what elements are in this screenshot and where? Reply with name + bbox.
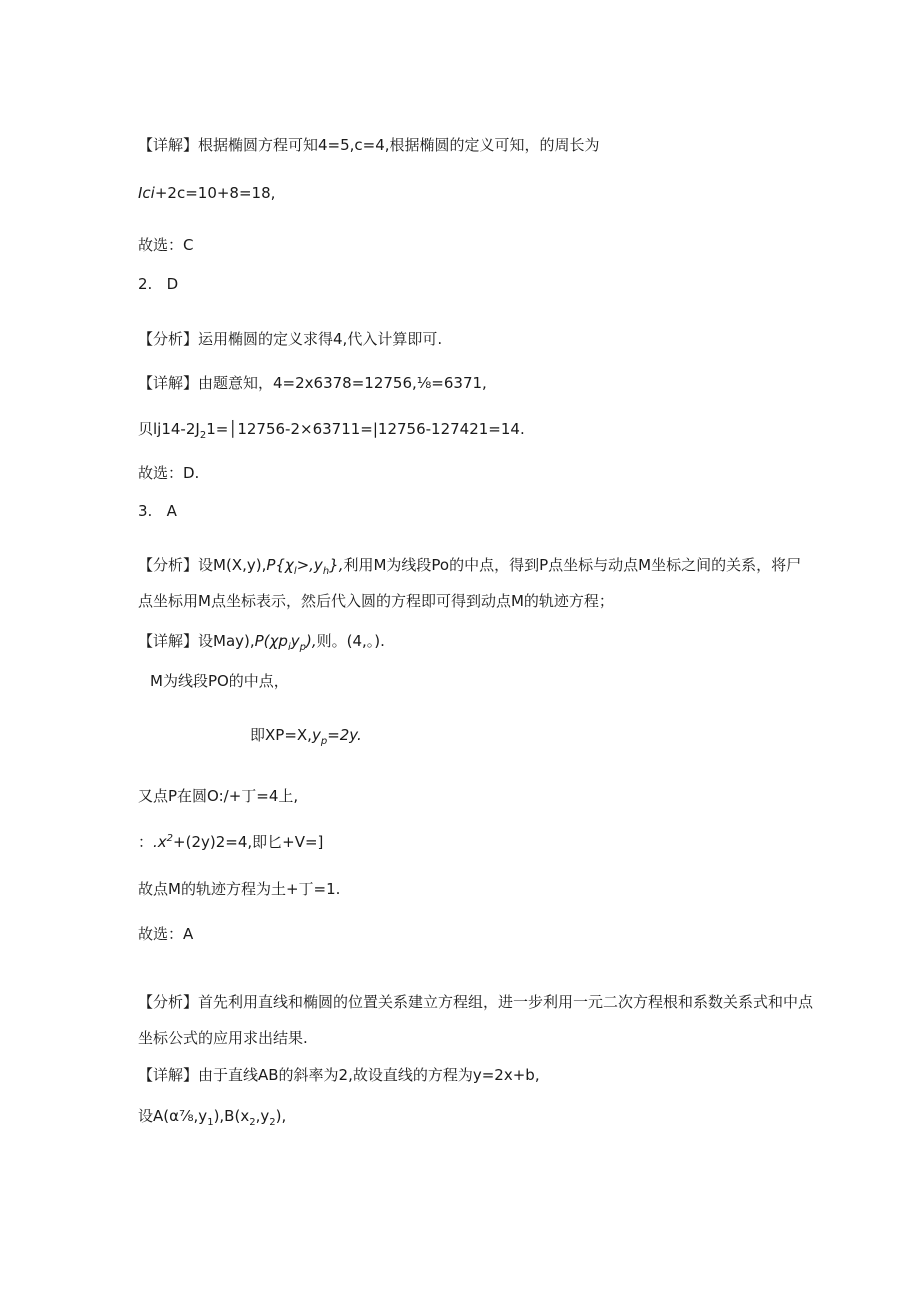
subscript: h	[322, 566, 330, 577]
question-number-2: 2. D	[138, 275, 179, 293]
text-line-8: 故选：D.	[138, 464, 200, 482]
subscript: 1	[207, 1117, 214, 1128]
text-fragment: 【分析】设M(X,y),	[138, 556, 267, 574]
text-line-10	[138, 555, 801, 575]
text-fragment: 则。(4,。).	[316, 632, 385, 650]
superscript: 2	[166, 833, 174, 844]
subscript: p	[299, 642, 306, 653]
text-line-12	[138, 631, 385, 651]
text-fragment: },	[329, 556, 344, 574]
subscript: l	[293, 566, 297, 577]
text-fragment: .x	[153, 833, 167, 851]
text-line-19: 【分析】首先利用直线和椭圆的位置关系建立方程组，进一步利用一元二次方程根和系数关系式和中点	[138, 993, 814, 1011]
text-fragment: >,y	[296, 556, 323, 574]
text-fragment: 1=│12756-2×63711=|12756-127421=14.	[206, 420, 525, 438]
text-fragment: ：	[138, 833, 154, 851]
text-fragment: 利用M为线段Po的中点，得到P点坐标与动点M坐标之间的关系，将尸	[343, 556, 802, 574]
text-fragment: P(χp	[254, 632, 288, 650]
text-fragment: y	[311, 726, 321, 744]
text-fragment: =2y.	[327, 726, 362, 744]
text-line-14	[250, 725, 362, 745]
text-line-1: 【详解】根据椭圆方程可知4=5,c=4,根据椭圆的定义可知，的周长为	[138, 136, 600, 154]
text-line-21: 【详解】由于直线AB的斜率为2,故设直线的方程为y=2x+b,	[138, 1066, 540, 1084]
subscript: 2	[249, 1117, 256, 1128]
text-line-2	[138, 183, 275, 203]
text-fragment: ,y	[255, 1107, 270, 1125]
subscript: 2	[199, 430, 207, 441]
text-line-5: 【分析】运用椭圆的定义求得4,代入计算即可.	[138, 330, 443, 348]
text-fragment: 【详解】设May),	[138, 632, 255, 650]
text-fragment: Ici	[138, 184, 155, 202]
text-fragment: 设A(α⅞,y	[138, 1107, 208, 1125]
text-line-7	[138, 419, 525, 439]
text-line-13: M为线段PO的中点，	[150, 672, 289, 690]
text-fragment: 贝lj14-2J	[138, 420, 200, 438]
text-line-18: 故选：A	[138, 925, 194, 943]
text-line-6: 【详解】由题意知，4=2x6378=12756,⅛=6371,	[138, 374, 487, 392]
text-fragment: +(2y)2=4,即匕+V=]	[173, 833, 324, 851]
text-fragment: P{χ	[266, 556, 294, 574]
subscript: i	[287, 642, 291, 653]
question-number-3: 3. A	[138, 502, 177, 520]
subscript: p	[320, 736, 328, 747]
text-fragment: +2c=10+8=18,	[154, 184, 276, 202]
text-line-22	[138, 1106, 286, 1126]
text-fragment: 即XP=X,	[250, 726, 312, 744]
text-line-16	[138, 832, 323, 852]
text-line-3: 故选：C	[138, 236, 194, 254]
text-line-15: 又点P在圆O:/+丁=4上,	[138, 787, 299, 805]
text-fragment: ),	[305, 632, 317, 650]
text-line-11: 点坐标用M点坐标表示，然后代入圆的方程即可得到动点M的轨迹方程；	[138, 592, 614, 610]
text-fragment: ),B(x	[213, 1107, 250, 1125]
text-line-20: 坐标公式的应用求出结果.	[138, 1029, 308, 1047]
text-fragment: y	[290, 632, 300, 650]
text-line-17: 故点M的轨迹方程为土+丁=1.	[138, 880, 341, 898]
text-fragment: ),	[275, 1107, 287, 1125]
subscript: 2	[269, 1117, 276, 1128]
